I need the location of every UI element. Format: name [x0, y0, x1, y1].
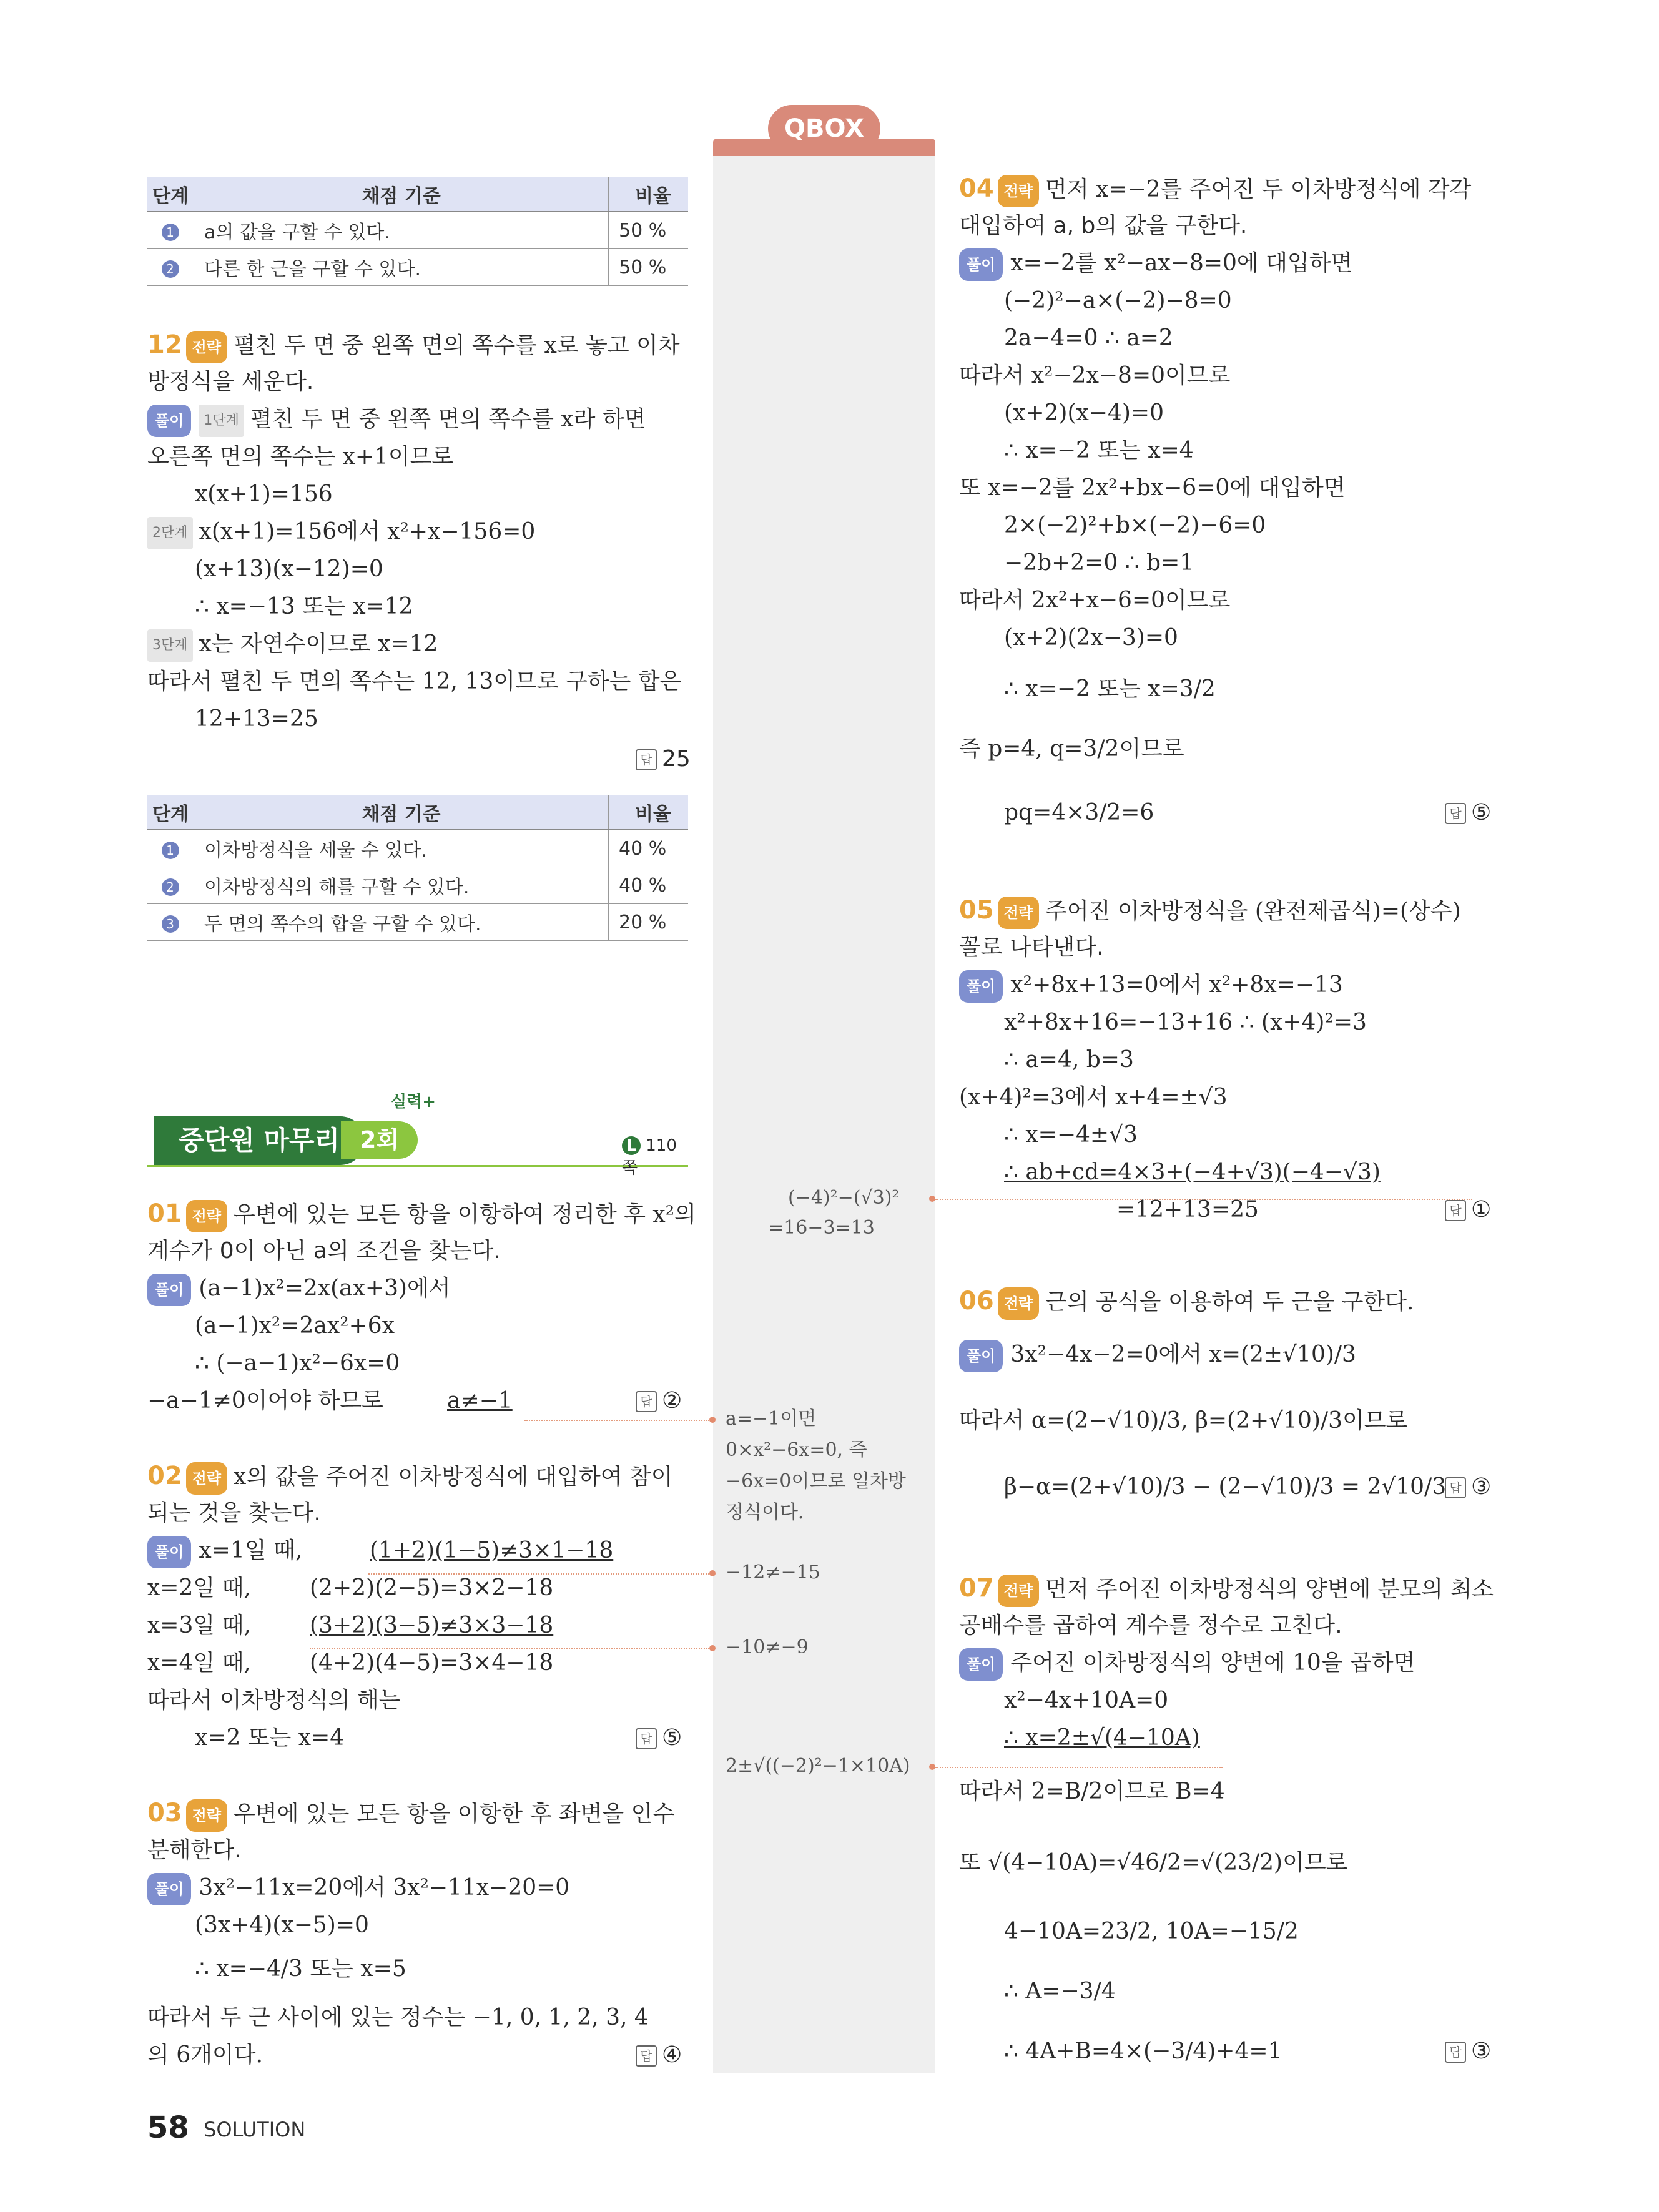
equation: ∴ x=−4/3 또는 x=5 — [195, 1956, 406, 1982]
solution-badge: 풀이 — [959, 970, 1003, 1003]
solution-text: x는 자연수이므로 x=12 — [199, 631, 438, 657]
strategy-badge: 전략 — [186, 1462, 227, 1495]
solution-badge: 풀이 — [959, 1648, 1003, 1681]
answer-icon: 답 — [1445, 1200, 1466, 1221]
strategy-text: 우변에 있는 모든 항을 이항한 후 좌변을 인수 — [234, 1801, 675, 1827]
equation: pq=4×3/2=6 — [1004, 800, 1154, 825]
connector-dot — [929, 1764, 935, 1770]
strategy-text-cont: 방정식을 세운다. — [147, 369, 314, 395]
strategy-text-cont: 분해한다. — [147, 1837, 242, 1863]
criteria-text: 두 면의 쪽수의 합을 구할 수 있다. — [194, 904, 609, 941]
criteria-text: 이차방정식을 세울 수 있다. — [194, 830, 609, 867]
equation: (x+2)(x−4)=0 — [1004, 400, 1164, 426]
equation: 12+13=25 — [195, 706, 318, 732]
criteria-text: a의 값을 구할 수 있다. — [194, 212, 609, 249]
round-badge: 2회 — [341, 1121, 418, 1159]
problem-number: 03 — [147, 1799, 182, 1827]
equation: (−2)²−a×(−2)−8=0 — [1004, 288, 1232, 313]
scoring-table-1 — [147, 177, 688, 286]
ratio-value: 40 % — [609, 867, 689, 904]
solution-text: 의 6개이다. — [147, 2042, 263, 2068]
qbox-note: 2±√((−2)²−1×10A) — [726, 1755, 910, 1777]
connector-dot — [709, 1570, 716, 1576]
solution-line — [147, 1873, 569, 1905]
qbox-note: =16−3=13 — [768, 1217, 875, 1239]
solution-text: x=4일 때, — [147, 1650, 251, 1676]
solution-badge: 풀이 — [959, 1340, 1003, 1372]
answer — [1445, 1195, 1491, 1225]
ratio-value: 50 % — [609, 212, 689, 249]
answer-value: ③ — [1471, 1474, 1492, 1500]
qbox-note: −6x=0이므로 일차방 — [726, 1470, 906, 1492]
equation: 또 √(4−10A)=√46/2=√(23/2)이므로 — [959, 1850, 1348, 1875]
problem-06-strategy — [959, 1286, 1414, 1320]
answer-value: 25 — [662, 746, 691, 772]
solution-line — [147, 1536, 302, 1568]
solution-text: 따라서 2x²+x−6=0이므로 — [959, 587, 1231, 613]
answer-icon: 답 — [1445, 803, 1466, 824]
equation: β−α=(2+√10)/3 − (2−√10)/3 = 2√10/3 — [1004, 1474, 1447, 1500]
equation: ∴ ab+cd=4×3+(−4+√3)(−4−√3) — [1004, 1159, 1381, 1185]
connector-dot — [709, 1645, 716, 1651]
problem-number: 06 — [959, 1287, 994, 1315]
equation: x(x+1)=156에서 x²+x−156=0 — [199, 519, 536, 544]
equation: (a−1)x²=2ax²+6x — [195, 1313, 395, 1339]
page-ref — [622, 1136, 688, 1178]
table-header-step: 단계 — [147, 177, 194, 212]
strategy-badge: 전략 — [998, 897, 1039, 929]
solution-text: x=1일 때, — [199, 1538, 303, 1563]
answer-icon: 답 — [636, 2045, 657, 2067]
equation: ∴ x=−4±√3 — [1004, 1122, 1138, 1148]
strategy-text: 주어진 이차방정식을 (완전제곱식)=(상수) — [1045, 898, 1461, 924]
problem-number: 12 — [147, 330, 182, 359]
answer — [1445, 2037, 1491, 2067]
solution-line — [959, 970, 1343, 1003]
solution-text: 오른쪽 면의 쪽수는 x+1이므로 — [147, 444, 454, 469]
strategy-text-cont: 대입하여 a, b의 값을 구한다. — [959, 213, 1248, 238]
equation: a≠−1 — [447, 1388, 513, 1413]
answer — [1445, 798, 1491, 828]
step-badge: 1단계 — [199, 405, 244, 437]
answer — [1445, 1472, 1491, 1502]
strategy-text: 펼친 두 면 중 왼쪽 면의 쪽수를 x로 놓고 이차 — [234, 333, 680, 358]
solution-text: x=3일 때, — [147, 1613, 251, 1638]
solution-text: 즉 p=4, q=3/2이므로 — [959, 736, 1184, 762]
step-number: 1 — [162, 224, 179, 241]
qbox-column — [713, 144, 935, 2073]
table-header-criteria: 채점 기준 — [194, 795, 609, 830]
equation: (1+2)(1−5)≠3×1−18 — [370, 1538, 614, 1563]
table-header-step: 단계 — [147, 795, 194, 830]
level-badge: 실력+ — [391, 1093, 436, 1111]
step-badge: 3단계 — [147, 629, 193, 662]
problem-03-strategy — [147, 1798, 674, 1832]
connector-dot — [929, 1196, 935, 1202]
problem-number: 01 — [147, 1199, 182, 1228]
problem-number: 05 — [959, 896, 994, 925]
solution-line — [959, 1648, 1415, 1681]
connector-line — [310, 1648, 709, 1649]
equation: x(x+1)=156 — [195, 481, 333, 507]
qbox-label: QBOX — [768, 105, 880, 152]
qbox-note: −10≠−9 — [726, 1636, 809, 1658]
equation: =12+13=25 — [1116, 1197, 1259, 1222]
scoring-table-2 — [147, 795, 688, 941]
connector-line — [368, 1573, 709, 1575]
qbox-note: −12≠−15 — [726, 1561, 820, 1583]
answer-icon: 답 — [1445, 1477, 1466, 1498]
answer-value: ⑤ — [662, 1725, 682, 1751]
solution-text: 펼친 두 면 중 왼쪽 면의 쪽수를 x라 하면 — [250, 406, 646, 432]
equation: ∴ x=2±√(4−10A) — [1004, 1725, 1200, 1751]
problem-number: 04 — [959, 174, 994, 203]
strategy-text-cont: 꼴로 나타낸다. — [959, 935, 1104, 960]
answer-icon: 답 — [636, 1391, 657, 1412]
connector-dot — [709, 1417, 716, 1423]
answer — [636, 744, 691, 774]
strategy-badge: 전략 — [998, 1287, 1039, 1320]
connector-line — [935, 1767, 1223, 1768]
problem-number: 07 — [959, 1574, 994, 1603]
problem-02-strategy — [147, 1461, 673, 1495]
solution-line — [959, 1340, 1356, 1372]
equation: ∴ x=−2 또는 x=3/2 — [1004, 676, 1216, 702]
table-row — [147, 830, 688, 867]
equation: (3+2)(3−5)≠3×3−18 — [310, 1613, 554, 1638]
table-row — [147, 249, 688, 286]
solution-text: 따라서 x²−2x−8=0이므로 — [959, 363, 1231, 388]
strategy-text: x의 값을 주어진 이차방정식에 대입하여 참이 — [234, 1464, 673, 1490]
section-title: 중단원 마무리 — [154, 1116, 365, 1165]
solution-badge: 풀이 — [147, 405, 191, 437]
criteria-text: 이차방정식의 해를 구할 수 있다. — [194, 867, 609, 904]
step-number: 1 — [162, 842, 179, 859]
table-header-ratio: 비율 — [609, 177, 689, 212]
equation: (a−1)x²=2x(ax+3)에서 — [199, 1276, 451, 1301]
strategy-text: 먼저 x=−2를 주어진 두 이차방정식에 각각 — [1045, 177, 1472, 202]
equation: (x+4)²=3에서 x+4=±√3 — [959, 1084, 1228, 1110]
table-header-criteria: 채점 기준 — [194, 177, 609, 212]
step-number: 2 — [162, 260, 179, 278]
criteria-text: 다른 한 근을 구할 수 있다. — [194, 249, 609, 286]
answer — [636, 2040, 682, 2070]
footer-label: SOLUTION — [204, 2118, 306, 2141]
answer-value: ⑤ — [1471, 800, 1492, 825]
strategy-badge: 전략 — [186, 1799, 227, 1832]
equation: 3x²−11x=20에서 3x²−11x−20=0 — [199, 1875, 570, 1900]
step-number: 2 — [162, 878, 179, 896]
equation: x²−4x+10A=0 — [1004, 1688, 1169, 1713]
strategy-badge: 전략 — [998, 175, 1039, 207]
equation: ∴ 4A+B=4×(−3/4)+4=1 — [1004, 2038, 1282, 2064]
answer-value: ③ — [1471, 2038, 1492, 2064]
ratio-value: 20 % — [609, 904, 689, 941]
answer-value: ④ — [662, 2042, 682, 2068]
equation: x=2 또는 x=4 — [195, 1725, 345, 1751]
answer-icon: 답 — [636, 1728, 657, 1749]
strategy-badge: 전략 — [186, 1200, 227, 1232]
equation: (2+2)(2−5)=3×2−18 — [310, 1575, 554, 1601]
step-badge: 2단계 — [147, 517, 193, 549]
qbox-note: (−4)²−(√3)² — [788, 1187, 900, 1209]
problem-01-strategy — [147, 1199, 696, 1232]
solution-badge: 풀이 — [147, 1274, 191, 1306]
solution-line — [147, 629, 438, 662]
strategy-text-cont: 계수가 0이 아닌 a의 조건을 찾는다. — [147, 1238, 501, 1264]
answer-value: ① — [1471, 1197, 1492, 1222]
strategy-text: 먼저 주어진 이차방정식의 양변에 분모의 최소 — [1045, 1576, 1494, 1602]
page-number: 58 — [147, 2110, 189, 2145]
solution-line — [959, 248, 1352, 281]
equation: x²+8x+16=−13+16 ∴ (x+4)²=3 — [1004, 1010, 1367, 1035]
problem-04-strategy — [959, 174, 1471, 207]
ratio-value: 50 % — [609, 249, 689, 286]
solution-text: 주어진 이차방정식의 양변에 10을 곱하면 — [1010, 1650, 1415, 1676]
answer — [636, 1723, 682, 1753]
solution-line — [147, 405, 646, 437]
equation: ∴ A=−3/4 — [1004, 1979, 1116, 2004]
strategy-text-cont: 되는 것을 찾는다. — [147, 1500, 321, 1526]
problem-number: 02 — [147, 1462, 182, 1490]
equation: (x+13)(x−12)=0 — [195, 556, 383, 582]
equation: ∴ x=−13 또는 x=12 — [195, 594, 413, 619]
page-ref-text: 110쪽 — [622, 1136, 677, 1177]
answer-value: ② — [662, 1388, 682, 1413]
equation: (x+2)(2x−3)=0 — [1004, 625, 1178, 651]
problem-07-strategy — [959, 1573, 1494, 1607]
page-ref-icon: L — [622, 1136, 641, 1155]
qbox-note: 0×x²−6x=0, 즉 — [726, 1439, 867, 1461]
equation: ∴ a=4, b=3 — [1004, 1047, 1134, 1073]
table-row — [147, 867, 688, 904]
solution-badge: 풀이 — [147, 1873, 191, 1905]
strategy-text-cont: 공배수를 곱하여 계수를 정수로 고친다. — [959, 1613, 1342, 1638]
solution-text: 따라서 두 근 사이에 있는 정수는 −1, 0, 1, 2, 3, 4 — [147, 2005, 649, 2030]
strategy-badge: 전략 — [998, 1575, 1039, 1607]
problem-12-strategy — [147, 330, 680, 363]
solution-text: −a−1≠0이어야 하므로 — [147, 1388, 383, 1413]
table-header-ratio: 비율 — [609, 795, 689, 830]
ratio-value: 40 % — [609, 830, 689, 867]
table-row — [147, 904, 688, 941]
equation: 따라서 α=(2−√10)/3, β=(2+√10)/3이므로 — [959, 1408, 1408, 1433]
equation: 4−10A=23/2, 10A=−15/2 — [1004, 1919, 1299, 1944]
equation: 2×(−2)²+b×(−2)−6=0 — [1004, 513, 1266, 538]
section-underline — [147, 1165, 688, 1167]
solution-line — [147, 517, 535, 549]
solution-text: 따라서 펼친 두 면의 쪽수는 12, 13이므로 구하는 합은 — [147, 669, 682, 694]
solution-badge: 풀이 — [147, 1536, 191, 1568]
answer-icon: 답 — [1445, 2042, 1466, 2063]
equation: ∴ (−a−1)x²−6x=0 — [195, 1350, 400, 1376]
strategy-text: 우변에 있는 모든 항을 이항하여 정리한 후 x²의 — [234, 1202, 696, 1227]
step-number: 3 — [162, 915, 179, 933]
equation: 3x²−4x−2=0에서 x=(2±√10)/3 — [1010, 1342, 1356, 1367]
solution-badge: 풀이 — [959, 248, 1003, 281]
equation: (4+2)(4−5)=3×4−18 — [310, 1650, 554, 1676]
solution-text: x=2일 때, — [147, 1575, 251, 1601]
equation: x²+8x+13=0에서 x²+8x=−13 — [1010, 972, 1343, 998]
qbox-note: 정식이다. — [726, 1502, 804, 1523]
solution-text: 또 x=−2를 2x²+bx−6=0에 대입하면 — [959, 475, 1346, 501]
section-header — [147, 1093, 688, 1177]
strategy-text: 근의 공식을 이용하여 두 근을 구한다. — [1045, 1289, 1414, 1315]
equation: x=−2를 x²−ax−8=0에 대입하면 — [1010, 250, 1353, 276]
equation: 2a−4=0 ∴ a=2 — [1004, 325, 1173, 351]
solution-text: 따라서 이차방정식의 해는 — [147, 1688, 401, 1713]
qbox-note: a=−1이면 — [726, 1408, 817, 1430]
equation: −2b+2=0 ∴ b=1 — [1004, 550, 1194, 576]
problem-05-strategy — [959, 895, 1461, 929]
equation: ∴ x=−2 또는 x=4 — [1004, 438, 1194, 463]
solution-line — [147, 1274, 451, 1306]
equation: (3x+4)(x−5)=0 — [195, 1912, 369, 1938]
equation: 따라서 2=B/2이므로 B=4 — [959, 1779, 1225, 1804]
strategy-badge: 전략 — [186, 331, 227, 363]
answer-icon: 답 — [636, 749, 657, 770]
connector-line — [524, 1420, 709, 1421]
answer — [636, 1386, 682, 1416]
table-row — [147, 212, 688, 249]
